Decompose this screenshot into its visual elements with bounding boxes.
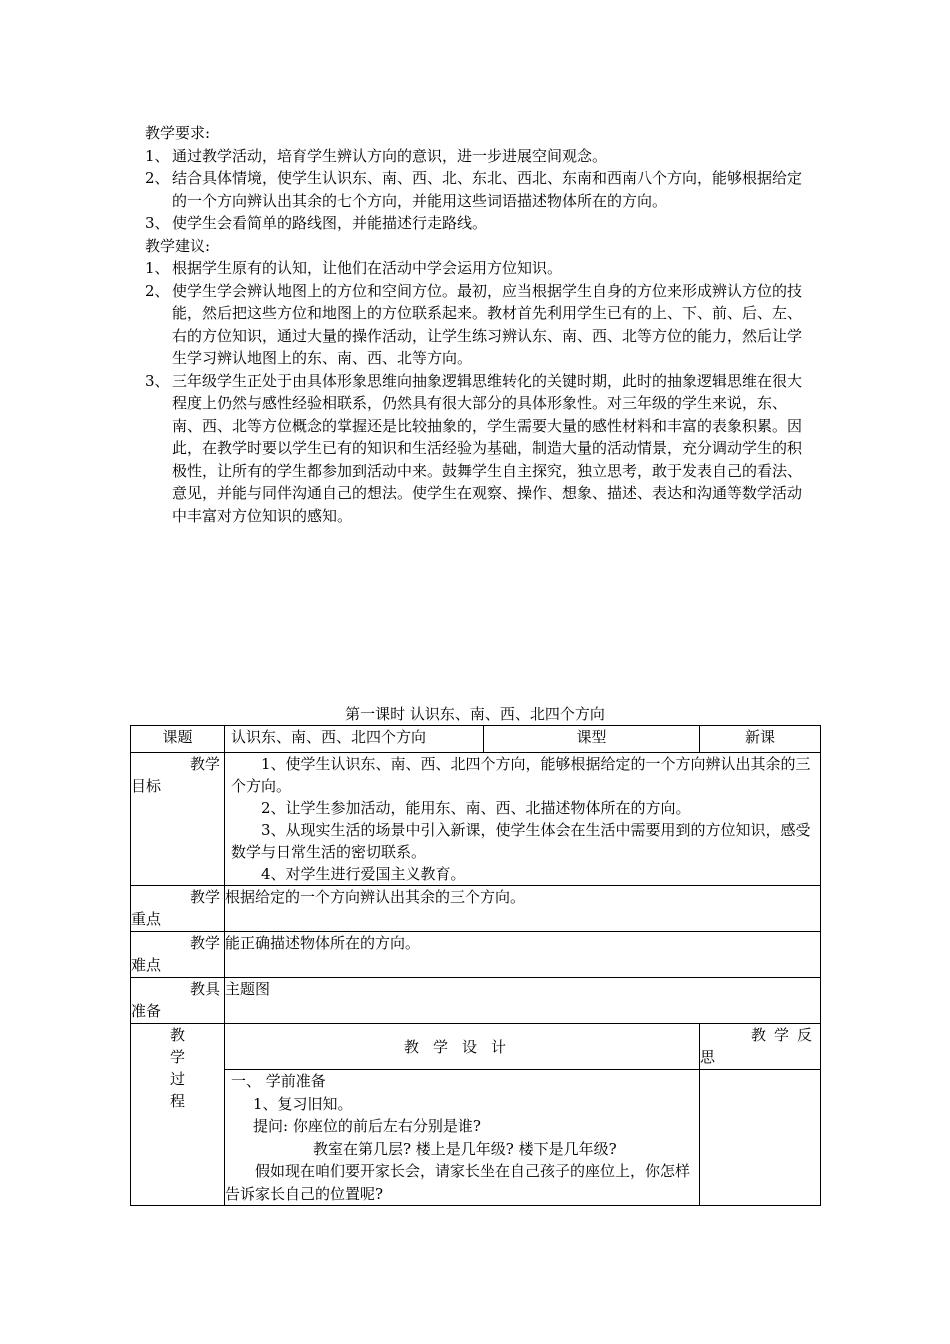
objective-item: 3、从现实生活的场景中引入新课，使学生体会在生活中需要用到的方位知识，感受数学与日常生活的密切联系。: [231, 821, 811, 861]
reflection-header: 教学反 思: [700, 1024, 821, 1070]
process-line: 假如现在咱们要开家长会，请家长坐在自己孩子的座位上，你怎样告诉家长自己的位置呢?: [225, 1162, 691, 1203]
objective-item: 1、使学生认识东、南、西、北四个方向，能够根据给定的一个方向辨认出其余的三个方向。: [231, 755, 811, 795]
tools-value: 主题图: [225, 978, 821, 1024]
objective-item: 4、对学生进行爱国主义教育。: [261, 865, 466, 883]
objectives-label: 教学 目标: [131, 753, 225, 886]
topic-label: 课题: [131, 726, 225, 753]
difficulty-value: 能正确描述物体所在的方向。: [225, 932, 821, 978]
design-header: 教学设计: [225, 1024, 700, 1070]
topic-value: 认识东、南、西、北四个方向: [225, 726, 484, 753]
suggestion-item: 2、 使学生学会辨认地图上的方位和空间方位。最初，应当根据学生自身的方位来形成辨认方位的技能，然后把这些方位和地图上的方位联系起来。教材首先利用学生已有的上、下、前、后、左、右的方位知识，通过大量的操作活动，让学生练习辨认东、南、西、北等方位的能力，然后让学生学习辨认地图上的东、南、西、北等方向。: [145, 281, 803, 367]
process-line: 教室在第几层? 楼上是几年级? 楼下是几年级?: [313, 1139, 617, 1158]
key-point-value: 根据给定的一个方向辨认出其余的三个方向。: [225, 886, 821, 932]
type-label: 课型: [484, 726, 700, 753]
suggestion-item: 3、 三年级学生正处于由具体形象思维向抽象逻辑思维转化的关键时期，此时的抽象逻辑思维在很大程度上仍然与感性经验相联系，仍然具有很大部分的具体形象性。对三年级的学生来说，东、南、西、北等方位概念的掌握还是比较抽象的，学生需要大量的感性材料和丰富的表象积累。因此，在教学时要以学生已有的知识和生活经验为基础，制造大量的活动情景，充分调动学生的积极性，让所有的学生都参加到活动中来。鼓舞学生自主探究，独立思考，敢于发表自己的看法、意见，并能与同伴沟通自己的想法。使学生在观察、操作、想象、描述、表达和沟通等数学活动中丰富对方位知识的感知。: [145, 371, 803, 525]
lesson-caption: 第一课时 认识东、南、西、北四个方向: [345, 705, 605, 723]
process-content: [225, 1070, 700, 1206]
requirements-section: [145, 122, 810, 527]
objectives-content: [225, 753, 821, 886]
reflection-content: [700, 1070, 821, 1206]
requirement-item: 2、 结合具体情境，使学生认识东、南、西、北、东北、西北、东南和西南八个方向，能够根据给定的一个方向辨认出其余的七个方向，并能用这些词语描述物体所在的方向。: [145, 169, 803, 210]
type-value: 新课: [700, 726, 821, 753]
suggestions-heading: 教学建议:: [145, 236, 211, 255]
key-point-label: 教学 重点: [131, 886, 225, 932]
process-line: 1、复习旧知。: [253, 1094, 353, 1113]
process-line: 提问: 你座位的前后左右分别是谁?: [253, 1117, 481, 1135]
tools-label: 教具 准备: [131, 978, 225, 1024]
lesson-plan-table: [130, 725, 821, 1206]
requirement-item: 3、 使学生会看简单的路线图，并能描述行走路线。: [145, 214, 488, 232]
process-label: 教 学 过 程: [131, 1024, 225, 1206]
difficulty-label: 教学 难点: [131, 932, 225, 978]
requirements-heading: 教学要求:: [145, 124, 211, 142]
suggestion-item: 1、 根据学生原有的认知，让他们在活动中学会运用方位知识。: [145, 259, 563, 277]
requirement-item: 1、 通过教学活动，培育学生辨认方向的意识，进一步进展空间观念。: [145, 146, 608, 165]
objective-item: 2、让学生参加活动，能用东、南、西、北描述物体所在的方向。: [261, 799, 691, 817]
process-line: 一、 学前准备: [231, 1072, 326, 1090]
